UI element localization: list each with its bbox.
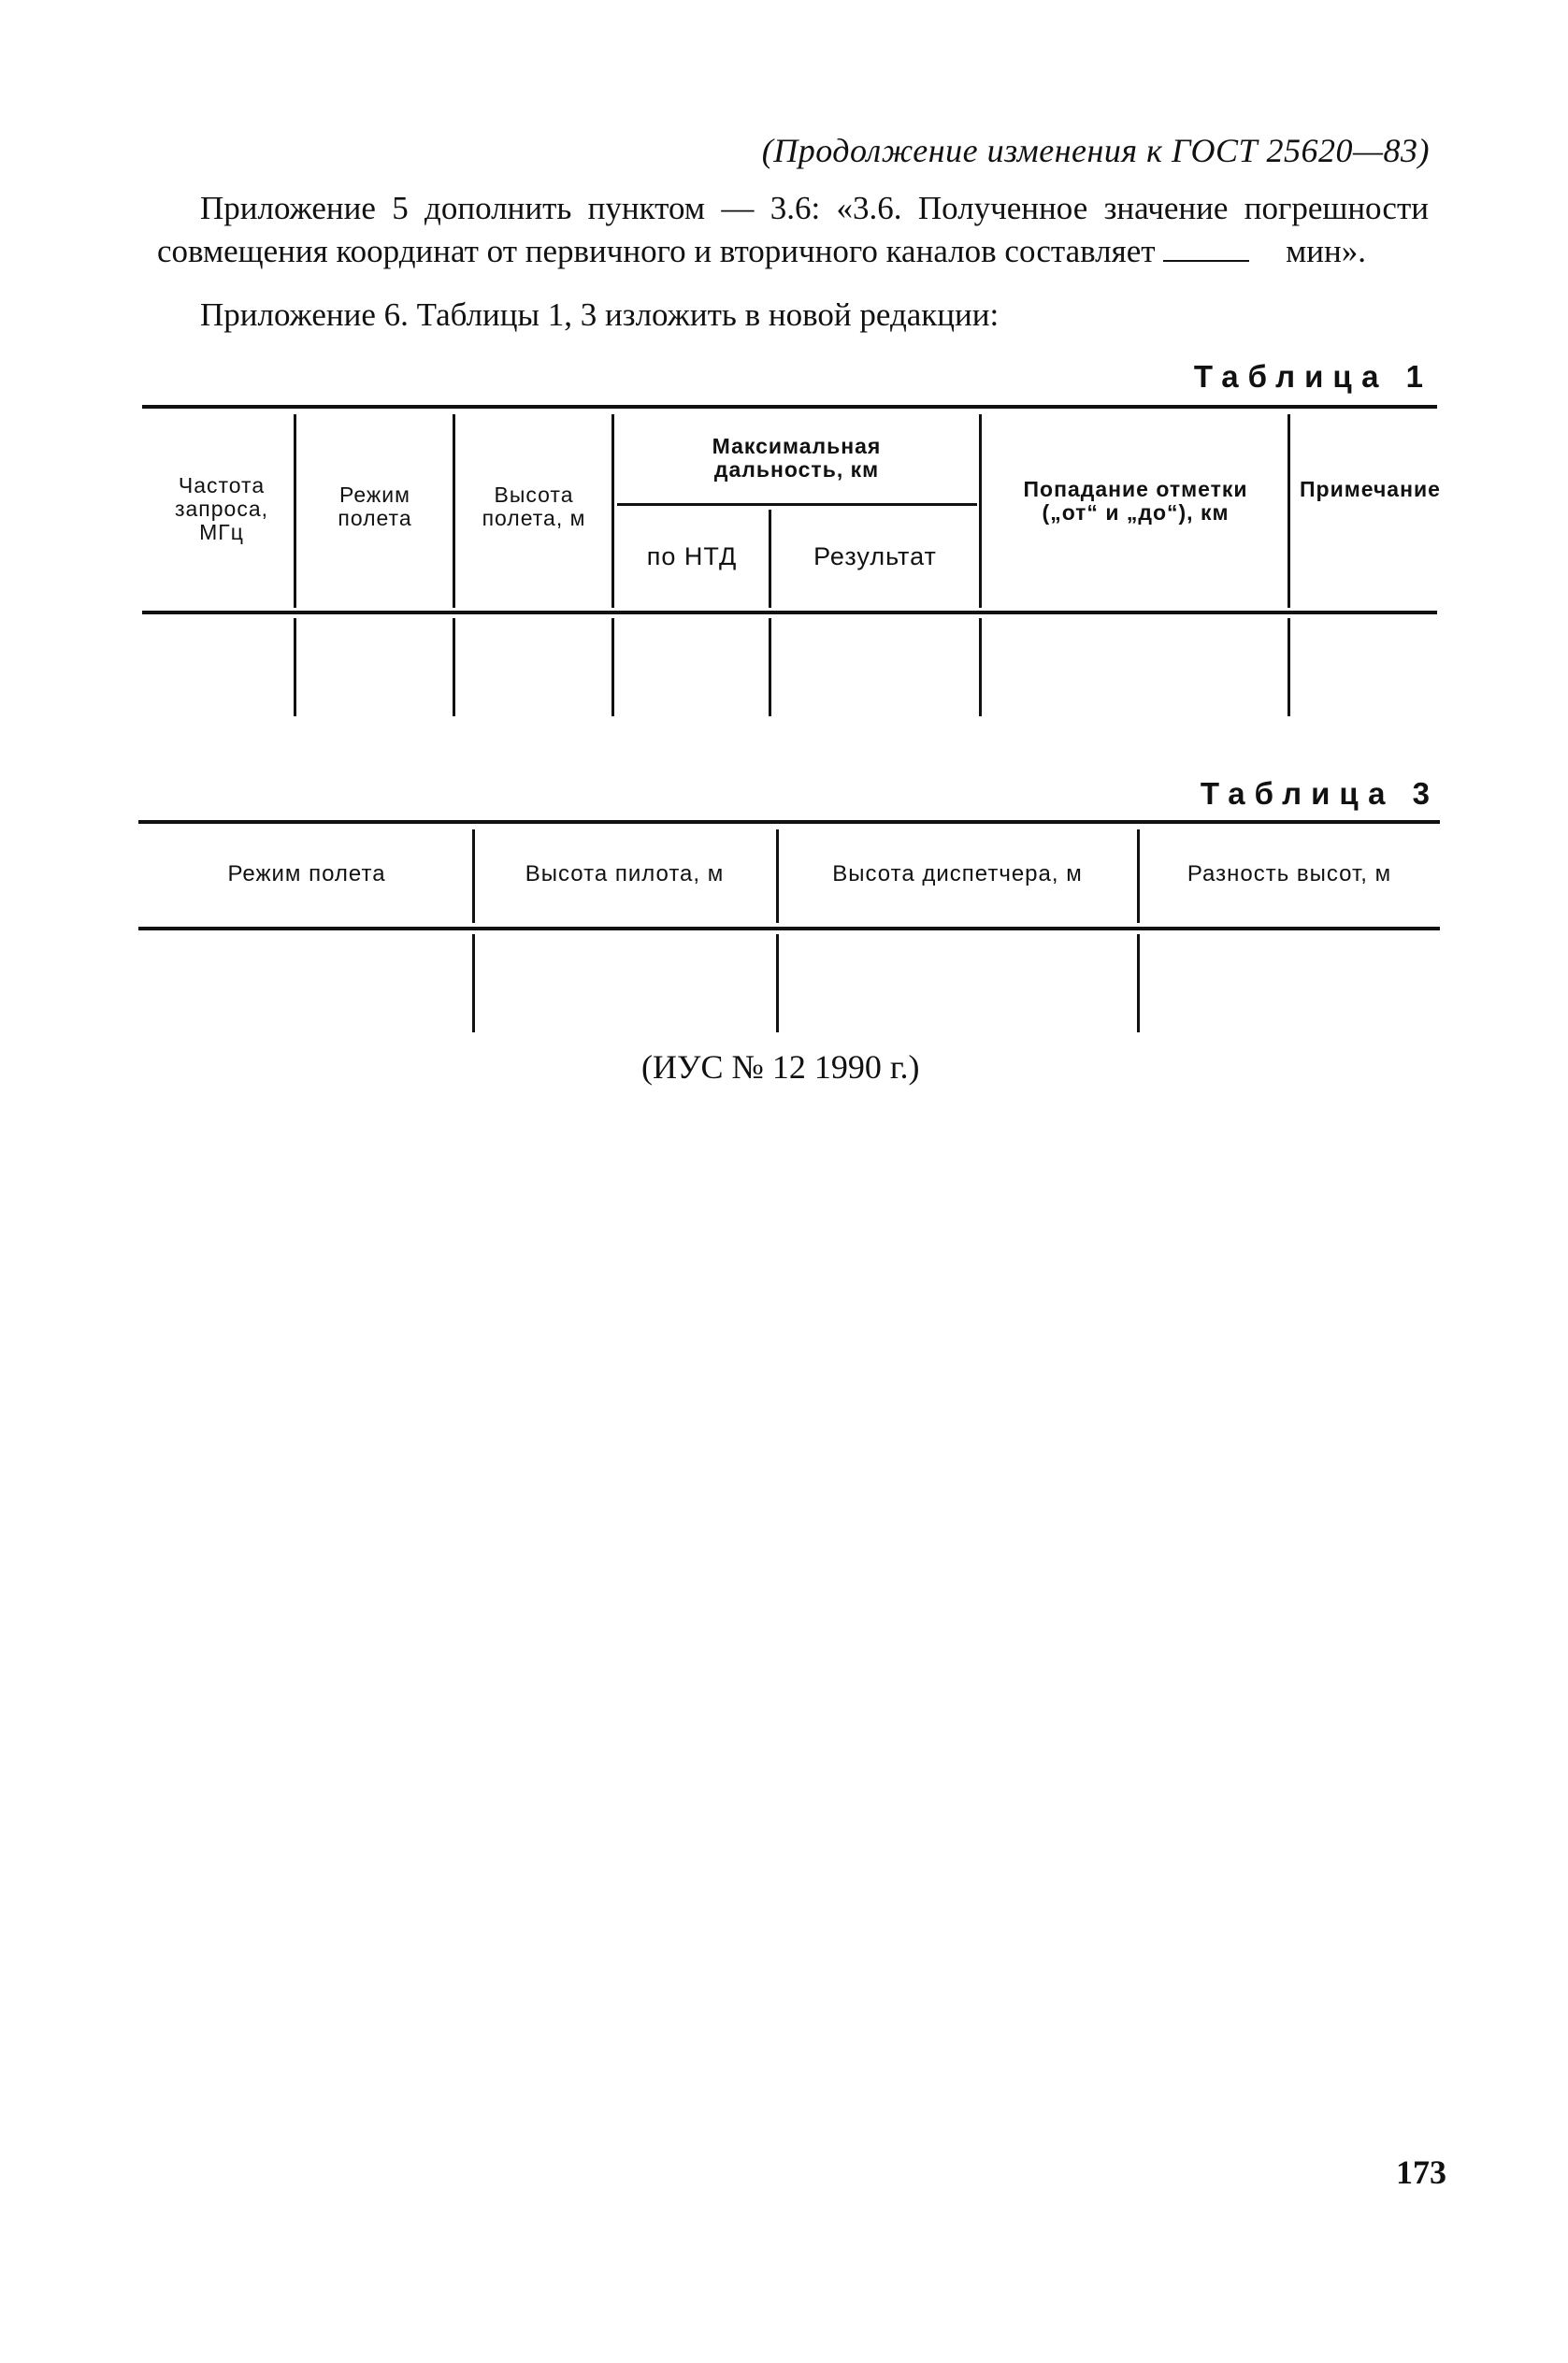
table-1-divider xyxy=(1287,414,1290,608)
header-max-range: Максимальная дальность, км xyxy=(712,434,882,482)
table-3 xyxy=(138,820,1440,1035)
table-1-title: Таблица 1 xyxy=(1193,359,1432,394)
document-header: (Продолжение изменения к ГОСТ 25620—83) xyxy=(761,132,1430,169)
table-3-title: Таблица 3 xyxy=(1200,776,1439,811)
ius-reference: (ИУС № 12 1990 г.) xyxy=(641,1048,920,1086)
table-3-body-divider xyxy=(776,934,779,1032)
table-1-divider xyxy=(769,510,771,608)
header-pilot-height: Высота пилота, м xyxy=(525,861,725,886)
header-height: Высота полета, м xyxy=(482,483,586,530)
table-3-top-rule xyxy=(138,820,1440,824)
table-1 xyxy=(142,405,1441,718)
table-3-divider xyxy=(472,829,475,923)
header-mode: Режим полета xyxy=(338,483,412,530)
header-freq: Частота запроса, МГц xyxy=(174,473,269,544)
table-1-top-rule xyxy=(142,405,1437,409)
blank-line xyxy=(1163,260,1249,262)
table-1-subheader-rule xyxy=(617,503,977,506)
paragraph-appendix-5 xyxy=(157,187,1429,273)
table-3-body-divider xyxy=(1137,934,1140,1032)
table-1-body-divider xyxy=(1287,618,1290,716)
table-1-divider xyxy=(453,414,455,608)
table-3-divider xyxy=(776,829,779,923)
table-1-divider xyxy=(294,414,296,608)
header-note: Примечание xyxy=(1300,477,1441,501)
table-1-body-divider xyxy=(611,618,614,716)
header-mark: Попадание отметки („от“ и „до“), км xyxy=(1023,477,1248,525)
paragraph-appendix-6: Приложение 6. Таблицы 1, 3 изложить в новой редакции: xyxy=(200,296,1000,333)
table-1-divider xyxy=(979,414,982,608)
table-1-body-divider xyxy=(453,618,455,716)
table-3-divider xyxy=(1137,829,1140,923)
paragraph-appendix-5-main: Приложение 5 дополнить пунктом — 3.6: «3.6. Полученное значение погрешности совмещения координат от первичного и вторичного каналов составляет xyxy=(157,190,1429,269)
header-flight-mode: Режим полета xyxy=(227,861,386,886)
table-3-header-rule xyxy=(138,927,1440,930)
table-1-divider xyxy=(611,414,614,608)
header-height-diff: Разность высот, м xyxy=(1187,861,1392,886)
table-1-header-rule xyxy=(142,611,1437,614)
header-dispatcher-height: Высота диспетчера, м xyxy=(832,861,1083,886)
table-3-body-divider xyxy=(472,934,475,1032)
table-1-body-divider xyxy=(769,618,771,716)
paragraph-appendix-5-tail: мин». xyxy=(1286,233,1366,269)
table-1-body-divider xyxy=(979,618,982,716)
table-1-body-divider xyxy=(294,618,296,716)
page-number: 173 xyxy=(1396,2154,1446,2191)
header-result: Результат xyxy=(813,542,937,570)
header-by-ntd: по НТД xyxy=(646,542,738,570)
